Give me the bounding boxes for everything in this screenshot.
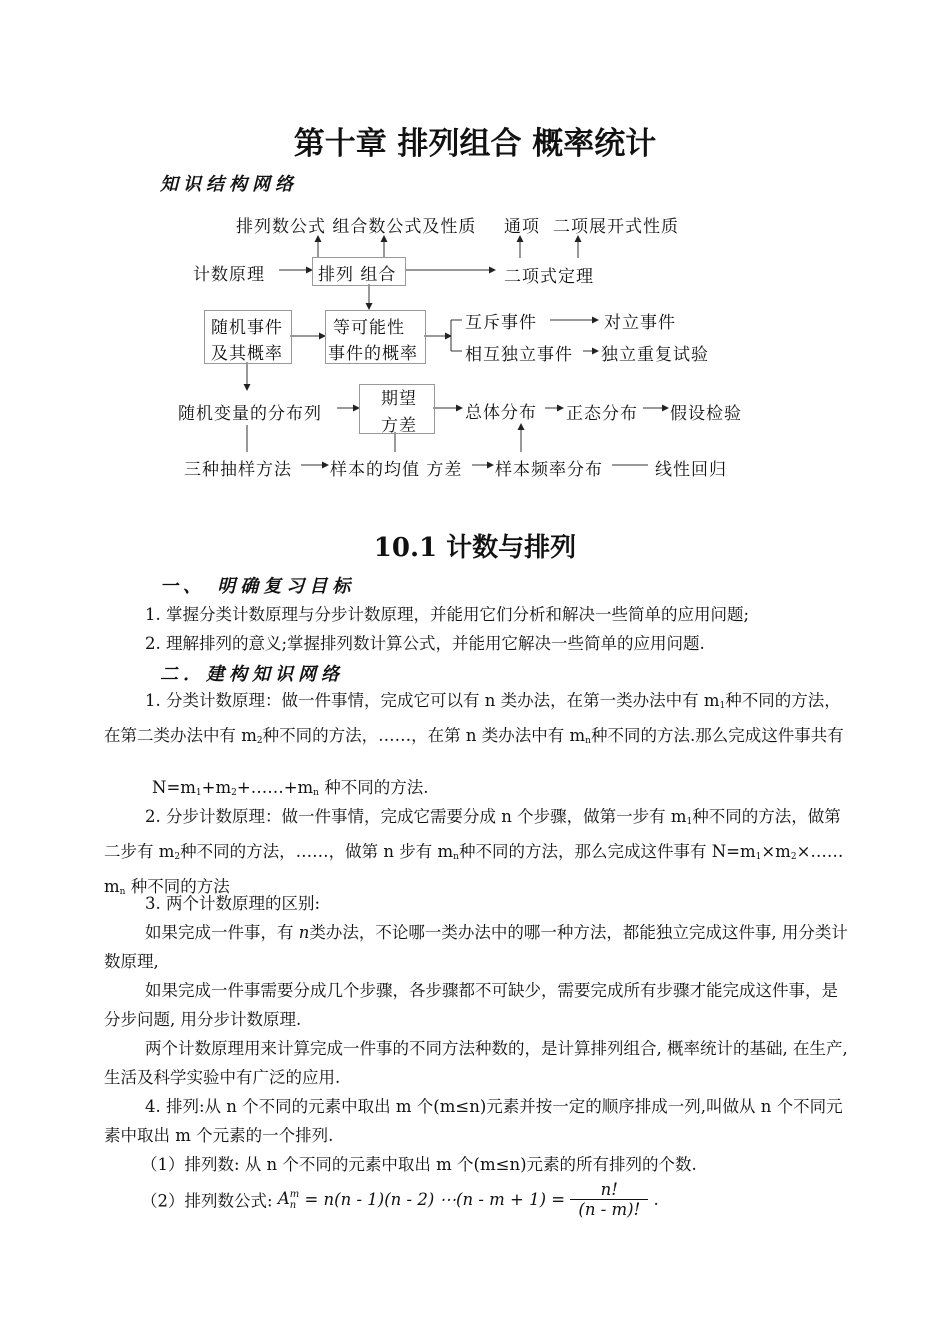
paragraph-difference-b: 如果完成一件事需要分成几个步骤，各步骤都不可缺少，需要完成所有步骤才能完成这件事，是分步问题, 用分步计数原理. bbox=[104, 981, 838, 1029]
general-term-node: 通项 bbox=[504, 217, 540, 237]
equally-likely-line1: 等可能性 bbox=[333, 318, 405, 338]
network-heading: 知识结构网络 bbox=[160, 174, 298, 195]
independent-node: 相互独立事件 bbox=[465, 345, 573, 365]
sample-freq-node: 样本频率分布 bbox=[495, 460, 603, 480]
page-title: 第十章 排列组合 概率统计 bbox=[293, 126, 657, 162]
random-event-line2: 及其概率 bbox=[211, 344, 283, 364]
goal-2: 2. 理解排列的意义;掌握排列数计算公式，并能用它解决一些简单的应用问题. bbox=[145, 634, 705, 653]
population-node: 总体分布 bbox=[465, 403, 537, 423]
permutation-number-def: （1）排列数: 从 n 个不同的元素中取出 m 个(m≤n)元素的所有排列的个数. bbox=[141, 1155, 697, 1174]
repeated-trials-node: 独立重复试验 bbox=[601, 345, 709, 365]
sample-mean-node: 样本的均值 方差 bbox=[330, 460, 463, 480]
binomial-theorem-node: 二项式定理 bbox=[504, 267, 594, 287]
sampling-node: 三种抽样方法 bbox=[184, 460, 292, 480]
random-event-line1: 随机事件 bbox=[211, 318, 283, 338]
diagram-arrows bbox=[0, 0, 950, 500]
formula-fraction: $\frac{n!}{(n - m)!}$ bbox=[570, 1180, 648, 1219]
paragraph-difference-title: 3. 两个计数原理的区别: bbox=[145, 894, 321, 913]
perm-comb-node: 排列 组合 bbox=[318, 265, 397, 285]
variance-node: 方差 bbox=[381, 416, 417, 436]
paragraph-permutation: 4. 排列:从 n 个不同的元素中取出 m 个(m≤n)元素并按一定的顺序排成一列,叫做从 n 个不同元素中取出 m 个元素的一个排列. bbox=[104, 1097, 843, 1145]
permutation-formula: （2）排列数公式: A m n = n(n - 1)(n - 2) ⋯(n - m + 1) = $\frac{n!}{(n - m)!}$ . bbox=[141, 1180, 659, 1219]
equally-likely-line2: 事件的概率 bbox=[328, 344, 418, 364]
formulas-node: 排列数公式 组合数公式及性质 bbox=[236, 217, 477, 237]
goal-1: 1. 掌握分类计数原理与分步计数原理，并能用它们分析和解决一些简单的应用问题; bbox=[145, 605, 750, 624]
regression-node: 线性回归 bbox=[655, 460, 727, 480]
mutually-exclusive-node: 互斥事件 bbox=[465, 313, 537, 333]
normal-node: 正态分布 bbox=[566, 404, 638, 424]
opposite-event-node: 对立事件 bbox=[604, 313, 676, 333]
section-title: 10.1 计数与排列 bbox=[373, 533, 577, 563]
hypothesis-node: 假设检验 bbox=[670, 404, 742, 424]
heading-goals: 一、 明确复习目标 bbox=[160, 576, 356, 597]
paragraph-difference-a: 如果完成一件事，有 n类办法，不论哪一类办法中的哪一种方法，都能独立完成这件事, 用分类计数原理, bbox=[104, 923, 848, 971]
paragraph-step-counting: 2. 分步计数原理：做一件事情，完成它需要分成 n 个步骤，做第一步有 $m_1$种不同的方法，做第二步有 $m_2$种不同的方法，……，做第 n 步有 $m_n$种不同的方法，那么完成这件事有 $N=m_1\times m_2\times\dots\dots m_n$ 种不同的方法 bbox=[104, 807, 844, 897]
counting-principle-node: 计数原理 bbox=[193, 265, 265, 285]
paragraph-classified-counting: 1. 分类计数原理：做一件事情，完成它可以有 n 类办法，在第一类办法中有 $m_1$种不同的方法，在第二类办法中有 $m_2$种不同的方法，……，在第 n 类办法中有 $m_n$种不同的方法.那么完成这件事共有 bbox=[104, 691, 844, 746]
distribution-node: 随机变量的分布列 bbox=[178, 404, 322, 424]
expectation-node: 期望 bbox=[381, 389, 417, 409]
heading-network: 二．建构知识网络 bbox=[160, 664, 344, 685]
binomial-props-node: 二项展开式性质 bbox=[553, 217, 679, 237]
paragraph-difference-c: 两个计数原理用来计算完成一件事的不同方法种数的，是计算排列组合, 概率统计的基础, 在生产, 生活及科学实验中有广泛的应用. bbox=[104, 1039, 848, 1087]
formula-sum: $N=m_1+m_2+\dots\dots+m_n$ 种不同的方法. bbox=[152, 778, 429, 798]
